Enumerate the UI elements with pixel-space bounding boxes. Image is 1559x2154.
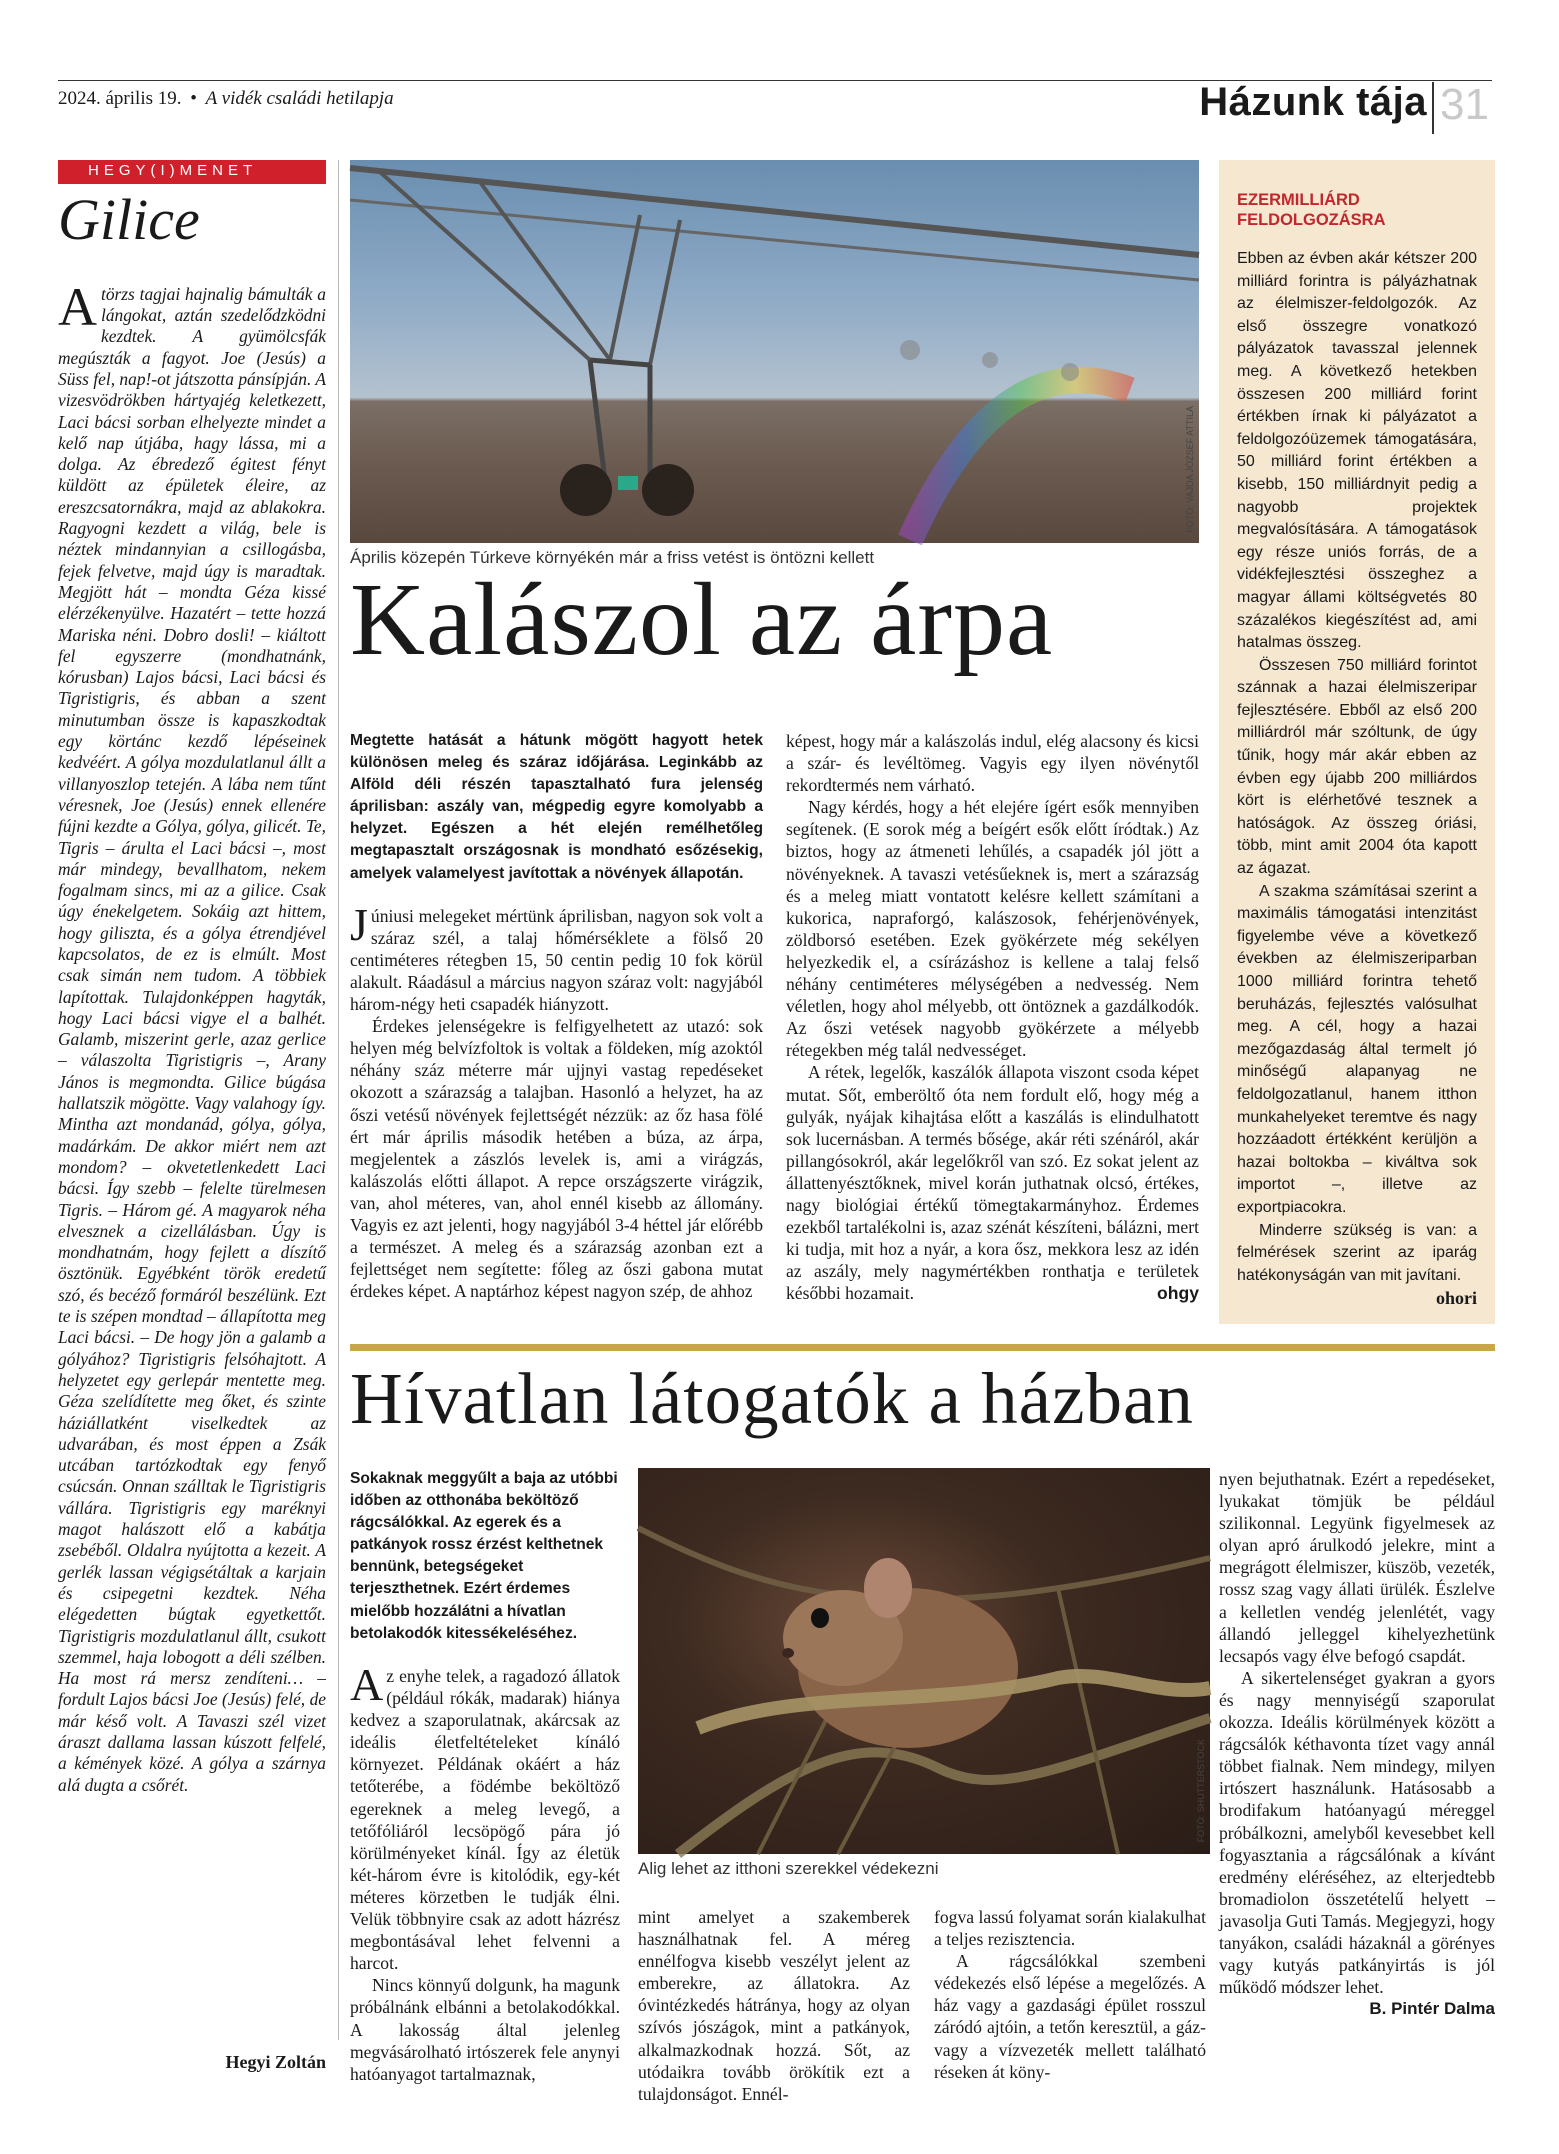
- article2-column-4: [1219, 1468, 1495, 2048]
- photo-credit: FOTÓ: VAJDA JÓZSEF ATTILA: [1185, 406, 1195, 533]
- issue-date: 2024. április 19.: [58, 88, 182, 109]
- sidebar-paragraph: Összesen 750 milliárd forintot szánnak a hazai élelmiszeripar fejlesztésére. Ebből az első 200 milliárdról már szóltunk, de úgy tűnik, hogy már akár ebben az évben egy újabb 200 milliárdos kört is elérhetővé tesznek a hatóságok. Az összeg óriási, több, mint amit 2004 óta kapott az ágazat.: [1237, 656, 1477, 878]
- mouse-illustration: [638, 1468, 1210, 1854]
- section-title: Házunk tája: [1199, 80, 1427, 124]
- sidebar-signature: ohori: [1435, 1288, 1477, 1309]
- mouse-photo: [638, 1468, 1210, 1854]
- column-separator: [338, 160, 339, 2040]
- dropcap: A: [350, 1659, 384, 1710]
- issue-date-line: [58, 88, 394, 110]
- dropcap: A: [58, 276, 97, 337]
- article-paragraph: A sikertelenséget gyakran a gyors és nagy mennyiségű szaporulat okozza. Ideális körülmények között a rágcsálók kéthavonta tízet vagy annál többet fialnak. Nem mindegy, milyen irtószert használunk. Hatásosabb a brodifakum hatóanyagú méreggel próbálkozni, amelyből kevesebbet kell fogyasztania a rágcsálónak a kívánt eredmény eléréséhez, az elterjedtebb bromadiolon összetételű helyett – javasolja Guti Tamás. Megjegyzi, hogy tanyákon, családi házaknál a görényes vagy kutyás patkányirtás is jól működő módszer lehet.: [1219, 1667, 1495, 1998]
- sidebar-paragraph: Ebben az évben akár kétszer 200 milliárd forintra is pályázhatnak az élelmiszer-feldolgozók. Az első összegre vonatkozó pályázatok tavasszal jelennek meg. A következő hetekben összesen 200 milliárd forint értékben írnak ki pályázatot a feldolgozóüzemek támogatására, 50 milliárd forint értékben a kisebb, 150 milliárdnyit pedig a nagyobb projektek megvalósítására. A támogatások egy része uniós forrás, de a vidékfejlesztési összeghez a magyar állami költségvetés 80 százalékos kiegészítést ad, ami hatalmas összeg.: [1237, 250, 1477, 652]
- column-body: [58, 276, 326, 2046]
- article-paragraph: Érdekes jelenségekre is felfigyelhetett az utazó: sok helyen még belvízfoltok is voltak a földeken, míg azoktól néhány száz méterre már ujjnyi vastag repedéseket okozott a szárazság a talajban. Hasonló a helyzet, ha az őszi vetésű növények fejlettségét nézzük: az őz hasa fölé ért már április második hetében a búza, az árpa, megjelentek a zászlós levelek is, ami a virágzás, kalászolás előtti állapot. A repce országszerte virágzik, van, ahol méteres, van, ahol ennél kisebb az állomány. Vagyis ez azt jelenti, hogy nagyjából 3-4 héttel jár előrébb a természet. A meleg és a szárazság azonban ezt a fejlettséget nem segítette: főleg az őszi gabona mutat érdekes képet. A naptárhoz képest nagyon szép, de ahhoz: [350, 1016, 763, 1302]
- article-lead: Megtette hatását a hátunk mögött hagyott hetek különösen meleg és száraz időjárása. Leginkább az Alföld déli részén tapasztalható fura jelenség áprilisban: aszály van, mégpedig egyre komolyabb a helyzet. Egészen a hét elején remélhetőleg megtapasztalt országosnak is mondható esőzésekig, amelyek valamelyest javítottak a növények állapotán.: [350, 732, 763, 882]
- article2-column-1: [350, 1659, 620, 2084]
- article-paragraph: Júniusi melegeket mértünk áprilisban, nagyon sok volt a száraz szél, a talaj hőmérséklete a fölső 20 centiméteres rétegben 15, 50 centin pedig 10 fok körül alakult. Ráadásul a március nagyon száraz volt: nagyjából három-négy heti csapadék hiányzott.: [350, 898, 763, 1015]
- article-paragraph: mint amelyet a szakemberek használhatnak fel. A méreg ennélfogva kisebb veszélyt jelent az emberekre, az állatokra. Az óvintézkedés hátránya, hogy az olyan szívós jószágok, mint a patkányok, alkalmazkodnak hozzá. Sőt, az utódaikra tovább örökítik ezt a tulajdonságot. Ennél-: [638, 1907, 910, 2104]
- article-paragraph: Nincs könnyű dolgunk, ha magunk próbálnánk elbánni a betolakodókkal. A lakosság által jelenleg megvásárolható irtószerek fele anynyi hatóanyagot tartalmaznak,: [350, 1975, 620, 2084]
- article-paragraph: fogva lassú folyamat során kialakulhat a teljes rezisztencia.: [934, 1907, 1206, 1950]
- article-paragraph: Az enyhe telek, a ragadozó állatok (például rókák, madarak) hiánya kedvez a szaporulatnak, akárcsak az ideális életfeltételeket kínáló környezet. Példának okáért a ház tetőterébe, a födémbe beköltöző egereknek a meleg levegő, a tetőfóliáról lecsöpögő pára jó körülményeket kínál. Így az életük két-három évre is kitolódik, egy-két méteres körzetben le tudják élni. Velük többnyire csak az adott házrész megbontásával lehet felvenni a harcot.: [350, 1659, 620, 1974]
- article-paragraph: képest, hogy már a kalászolás indul, elég alacsony és kicsi a szár- és levéltömeg. Vagyis egy ilyen növénytől rekordtermés nem várható.: [786, 731, 1199, 796]
- article2-signature: B. Pintér Dalma: [1369, 1999, 1495, 2019]
- column-kicker: HEGY(I)MENET: [58, 160, 326, 184]
- page-number: 31: [1440, 80, 1489, 129]
- irrigation-illustration: [350, 160, 1199, 543]
- sidebar-paragraph: Minderre szükség is van: a felmérések szerint az iparág hatékonyságán van mit javítani.: [1237, 1221, 1477, 1284]
- column-byline: Hegyi Zoltán: [225, 2051, 326, 2072]
- article-paragraph: nyen bejuthatnak. Ezért a repedéseket, lyukakat tömjük be például szilikonnal. Legyünk figyelmesek az olyan apró árulkodó jelekre, mint a megrágott élelmiszer, küszöb, vezeték, rossz szag vagy állati ürülék. Észlelve a kelletlen vendég jelenlétét, vagy állandó jelleggel kihelyezhetünk lecsapós vagy élve befogó csapdát.: [1219, 1469, 1495, 1666]
- photo-caption: Április közepén Túrkeve környékén már a friss vetést is öntözni kellett: [350, 548, 875, 567]
- header-divider: [1432, 82, 1434, 134]
- article-paragraph: Nagy kérdés, hogy a hét elejére ígért esők mennyiben segítenek. (E sorok még a beígért esők előtt íródtak.) Az biztos, hogy az átmeneti lehűlés, a csapadék jól jött a növényeknek. A tavaszi vetésűeknek is, mert a szárazság és a meleg miatt vontatott kelésre kellett számítani a kukorica, napraforgó, kalászosok, fehérjenövények, zöldborsó esetében. Ezek gyökérzete még sekélyen helyezkedik el, a csírázáshoz is kellene a talaj felső néhány centiméteres mélységében a nedvesség. Nem véletlen, hogy ahol mélyebb, ott öntöznek a gazdálkodók. Az őszi vetések nagyobb gyökérzete a mélyebb rétegekben még talál nedvességet.: [786, 797, 1199, 1061]
- article-signature: ohgy: [1156, 1283, 1199, 1304]
- article2-column-2: [638, 1906, 910, 2104]
- article1-column-1: [350, 730, 763, 1332]
- section-divider: [350, 1344, 1495, 1351]
- article-headline: Kalászol az árpa: [350, 562, 1054, 677]
- column-title: Gilice: [58, 187, 200, 252]
- photo-caption: Alig lehet az itthoni szerekkel védekezni: [638, 1859, 939, 1878]
- article2-lead: Sokaknak meggyűlt a baja az utóbbi időben az otthonába beköltöző rágcsálókkal. Az egerek és a patkányok rossz érzést kelthetnek bennünk, betegségeket terjeszthetnek. Ezért érdemes mielőbb hozzálátni a hívatlan betolakodók kitessékeléséhez.: [350, 1470, 618, 1642]
- sidebar-body: [1237, 248, 1477, 1318]
- photo-credit: FOTÓ: SHUTTERSTOCK: [1196, 1738, 1206, 1842]
- column-text: törzs tagjai hajnalig bámulták a lángokat, aztán szedelődzködni kezdtek. A gyümölcsfák megúszták a fagyot. Joe (Jesús) a Süss fel, nap!-ot játszotta pánsípján. A vizesvödrökben hártyajég keletkezett, Laci bácsi sorban elhelyezte mindet a kelő nap útjába, hagy lássa, mi a dolga. Az ébredező égitest fényt küldött az épületek éleire, az ereszcsatornákra, majd az ablakokra. Ragyogni kezdett a világ, bele is néztek mindannyian a csillogásba, fejek felvetve, majd úgy is maradtak. Megjött hát – mondta Géza kissé elérzékenyülve. Hazatért – tette hozzá Mariska néni. Dobro dosli! – kiáltott fel egyszerre (mondhatnánk, kórusban) Lajos bácsi, Laci bácsi és Tigristigris, és abban a szent minutumban össze is kapaszkodtak egy körtánc kezdő lépéseinek kedvéért. A gólya mozdulatlanul állt a villanyoszlop tetején. A lába nem tűnt véresnek, Joe (Jesús) ennek ellenére fújni kezdte a Gólya, gólya, gilicét. Te, Tigris – árulta el Laci bácsi –, most már mindegy, bevallhatom, nekem fogalmam sincs, mi az a gilice. Csak úgy énekelgetem. Sokáig azt hittem, hogy giliszta, és a gólya étrendjével kapcsolatos, de ez is elmúlt. Most csak simán nem tudom. A többiek lapítottak. Tulajdonképpen hagyták, hogy Laci bácsi vigye el a balhét. Galamb, miszerint gerle, azaz gerlice – válaszolta Tigristigris –, Arany János is megmondta. Gilice búgása hallatszik mögötte. Vagy valahogy így. Minthа azt mondanád, gólya, gólya, madárkám. De akkor miért nem azt mondom? – okvetetlenkedett Laci bácsi. Így szebb – felelte türelmesen Tigris. – Három gé. A magyarok néha elvesznek a cizellálásban. Úgy is mondhatnám, hogy fejlett a díszítő ösztönük. Egyébként török eredetű szó, és becéző formáról beszélünk. Ezt te is szépen mondtad – állapította meg Laci bácsi. – De hogy jön a galamb a gólyához? Tigristigris felsóhajtott. A helyzetet egy gerlepár mentette meg. Géza szelídítette meg őket, és szinte háziállatként viselkedtek az udvarában, és most éppen a Zsák utcában tartózkodtak egy fenyő csúcsán. Onnan szálltak le Tigristigris vállára. Tigristigris egy maréknyi magot halászott elő a kabátja zsebéből. Oldalra nyújtotta a kezeit. A gerlék lassan végigsétáltak a karjain és csipegetni kezdtek. Néha elégedetten búgtak egyetkettőt. Tigristigris mozdulatlanul állt, csukott szemmel, haja lobogott a déli szélben. Ha most rá mersz zendíteni… – fordult Lajos bácsi Joe (Jesús) felé, de már késő volt. A Tavaszi szél vizet áraszt dallama lassan kúszott felfelé, a kémények közé. A gólya a szárnya alá dugta a csőrét.: [58, 283, 326, 1795]
- dropcap: J: [350, 898, 368, 950]
- bullet-separator: •: [190, 88, 197, 109]
- article2-headline: Hívatlan látogatók a házban: [350, 1358, 1194, 1439]
- paper-tagline: A vidék családi hetilapja: [205, 88, 394, 109]
- article2-column-3: [934, 1906, 1206, 2082]
- article-paragraph: A rétek, legelők, kaszálók állapota viszont csoda képet mutat. Sőt, emberöltő óta nem fordult elő, hogy még a gulyák, nyájak kihajtása előtt a kaszálás is elindulhatott sok lucernásban. A termés bősége, akár réti szénáról, akár pillangósokról, akár legelőkről van szó. Ez sokat jelent az állattenyésztőknek, mivel korán juthatnak olcsó, értékes, nagy biológiai értékű tömegtakarmányhoz. Érdemes ezekből tartalékolni is, azaz szénát készíteni, bálázni, mert ki tudja, mit hoz a nyár, a kora ősz, mekkora lesz az idén az aszály, mely nagymértékben ronthatja e területek későbbi hozamait. ohgy: [786, 1062, 1199, 1304]
- article-paragraph: A rágcsálókkal szembeni védekezés első lépése a megelőzés. A ház vagy a gazdasági épület rosszul záródó ajtóin, a tetőn keresztül, a gáz- vagy a vízvezeték mellett található réseken át köny-: [934, 1951, 1206, 2082]
- sidebar-title: EZERMILLIÁRD FELDOLGOZÁSRA: [1237, 191, 1386, 229]
- column-gilice: [58, 160, 326, 2073]
- sidebar-box: [1219, 160, 1495, 1324]
- sidebar-paragraph: A szakma számításai szerint a maximális támogatási intenzitást figyelembe véve a következő években az élelmiszeriparban 1000 milliárd forintra tehető beruházás, fejlesztés valósulhat meg. A cél, hogy a hazai mezőgazdaság által termelt jó minőségű alapanyag ne feldolgozatlanul, hanem itthon munkahelyeket teremtve és nagy hozzáadott értékként kerüljön a hazai boltokba – kiváltva sok importot –, illetve az exportpiacokra.: [1237, 882, 1477, 1216]
- irrigation-photo: [350, 160, 1199, 543]
- article1-column-2: [786, 730, 1199, 1335]
